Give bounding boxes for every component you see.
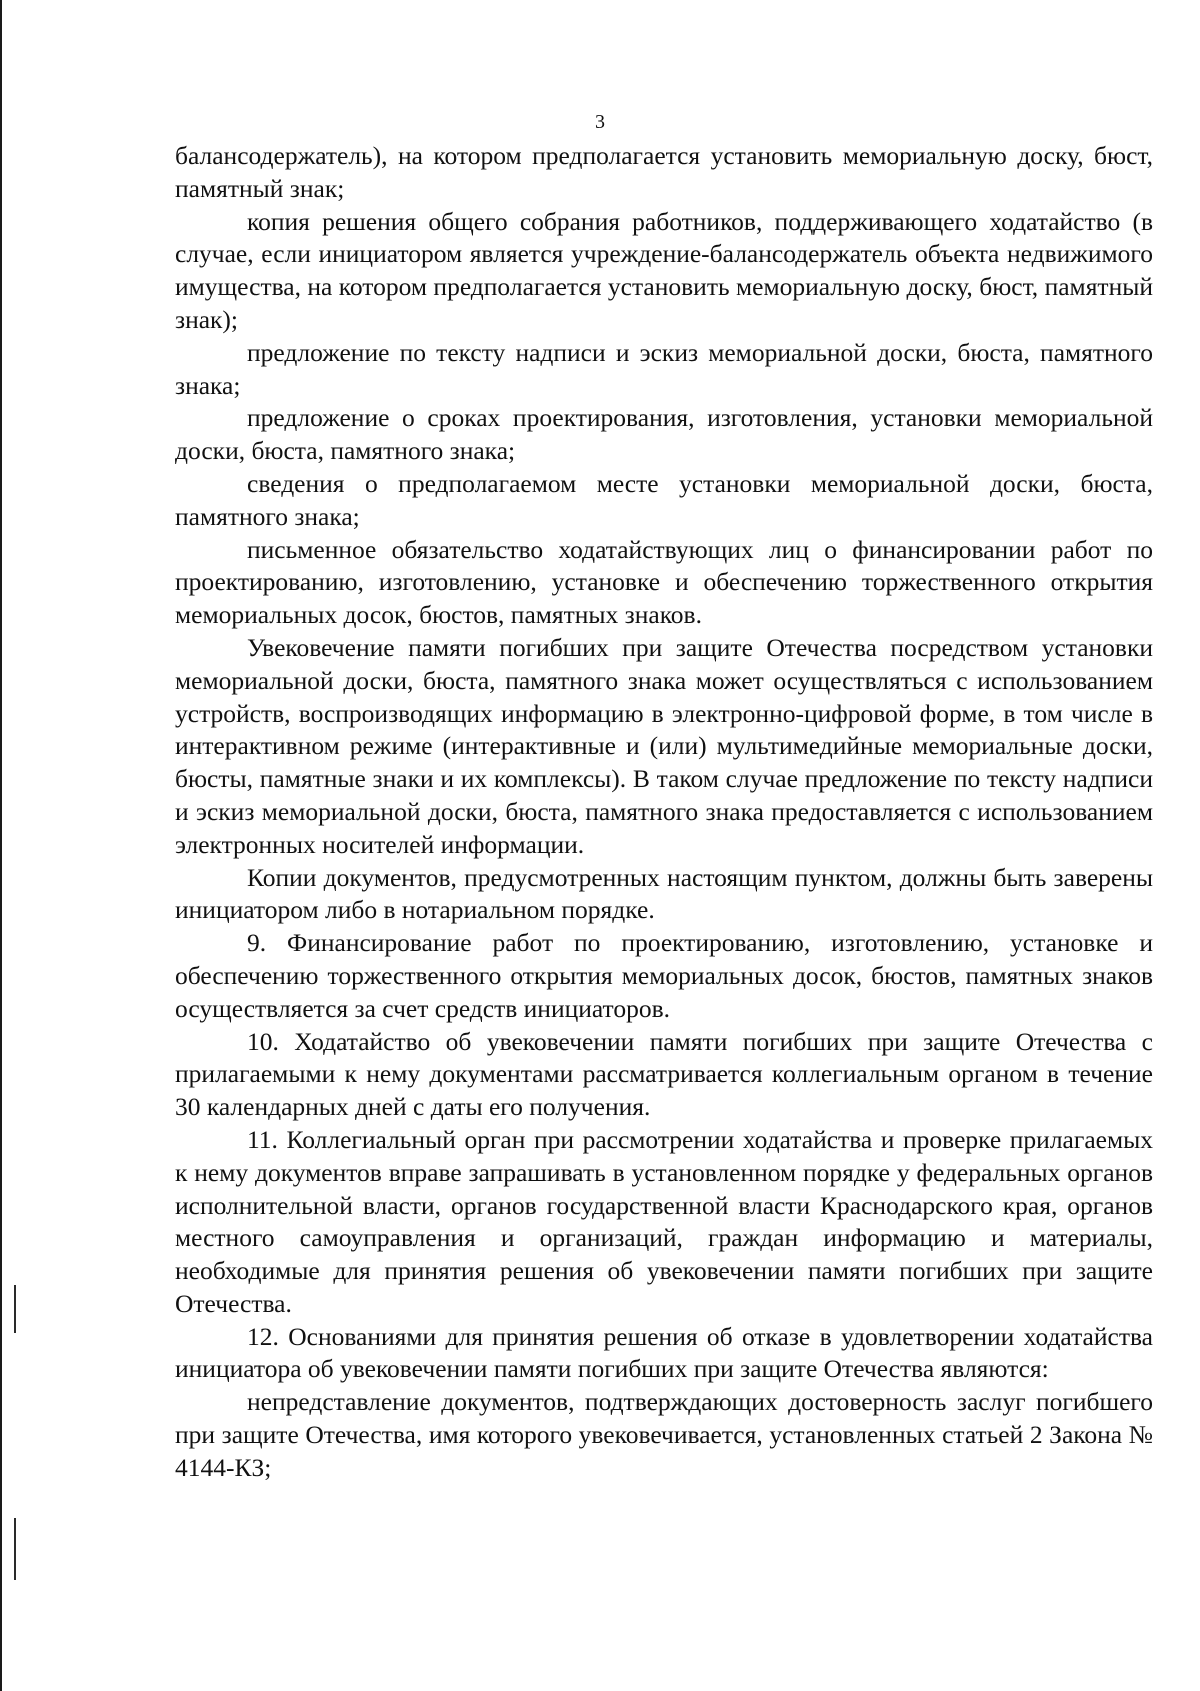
document-body xyxy=(175,140,1153,1485)
scan-artifact-mark xyxy=(14,1518,16,1580)
paragraph-document-copies: Копии документов, предусмотренных настоящим пунктом, должны быть заверены инициатором либо в нотариальном порядке. xyxy=(175,862,1153,925)
paragraph-terms-proposal: предложение о сроках проектирования, изготовления, установки мемориальной доски, бюста, памятного знака; xyxy=(175,403,1153,466)
page-number: 3 xyxy=(595,111,605,133)
paragraph-item-9: 9. Финансирование работ по проектированию, изготовлению, установке и обеспечению торжественного открытия мемориальных досок, бюстов, памятных знаков осуществляется за счет средств инициаторов. xyxy=(175,928,1153,1023)
paragraph-financing-obligation: письменное обязательство ходатайствующих лиц о финансировании работ по проектированию, изготовлению, установке и обеспечению торжественного открытия мемориальных досок, бюстов, памятных знаков. xyxy=(175,534,1153,630)
paragraph-refusal-ground-1: непредставление документов, подтверждающих достоверность заслуг погибшего при защите Отечества, имя которого увековечивается, установленных статьей 2 Закона № 4144-КЗ; xyxy=(175,1387,1153,1482)
scan-artifact-mark xyxy=(14,1285,16,1333)
paragraph-location-info: сведения о предполагаемом месте установки мемориальной доски, бюста, памятного знака; xyxy=(175,468,1153,531)
paragraph-item-12: 12. Основаниями для принятия решения об отказе в удовлетворении ходатайства инициатора об увековечении памяти погибших при защите Отечества являются: xyxy=(175,1321,1153,1384)
paragraph-meeting-decision-copy: копия решения общего собрания работников, поддерживающего ходатайство (в случае, если инициатором является учреждение-балансодержатель объекта недвижимого имущества, на котором предполагается установить мемориальную доску, бюст, памятный знак); xyxy=(175,206,1153,334)
scan-left-edge xyxy=(0,0,2,1691)
paragraph-balance-holder-continuation: балансодержатель), на котором предполагается установить мемориальную доску, бюст, памятный знак; xyxy=(175,141,1153,203)
paragraph-electronic-memorials: Увековечение памяти погибших при защите Отечества посредством установки мемориальной доски, бюста, памятного знака может осуществляться с использованием устройств, воспроизводящих информацию в электронно-цифровой форме, в том числе в интерактивном режиме (интерактивные и (или) мультимедийные мемориальные доски, бюсты, памятные знаки и их комплексы). В таком случае предложение по тексту надписи и эскиз мемориальной доски, бюста, памятного знака предоставляется с использованием электронных носителей информации. xyxy=(175,632,1153,859)
paragraph-item-11: 11. Коллегиальный орган при рассмотрении ходатайства и проверке прилагаемых к нему документов вправе запрашивать в установленном порядке у федеральных органов исполнительной власти, органов государственной власти Краснодарского края, органов местного самоуправления и организаций, граждан информацию и материалы, необходимые для принятия решения об увековечении памяти погибших при защите Отечества. xyxy=(175,1124,1153,1318)
paragraph-item-10: 10. Ходатайство об увековечении памяти погибших при защите Отечества с прилагаемыми к нему документами рассматривается коллегиальным органом в течение 30 календарных дней с даты его получения. xyxy=(175,1026,1153,1122)
paragraph-inscription-proposal: предложение по тексту надписи и эскиз мемориальной доски, бюста, памятного знака; xyxy=(175,337,1153,400)
